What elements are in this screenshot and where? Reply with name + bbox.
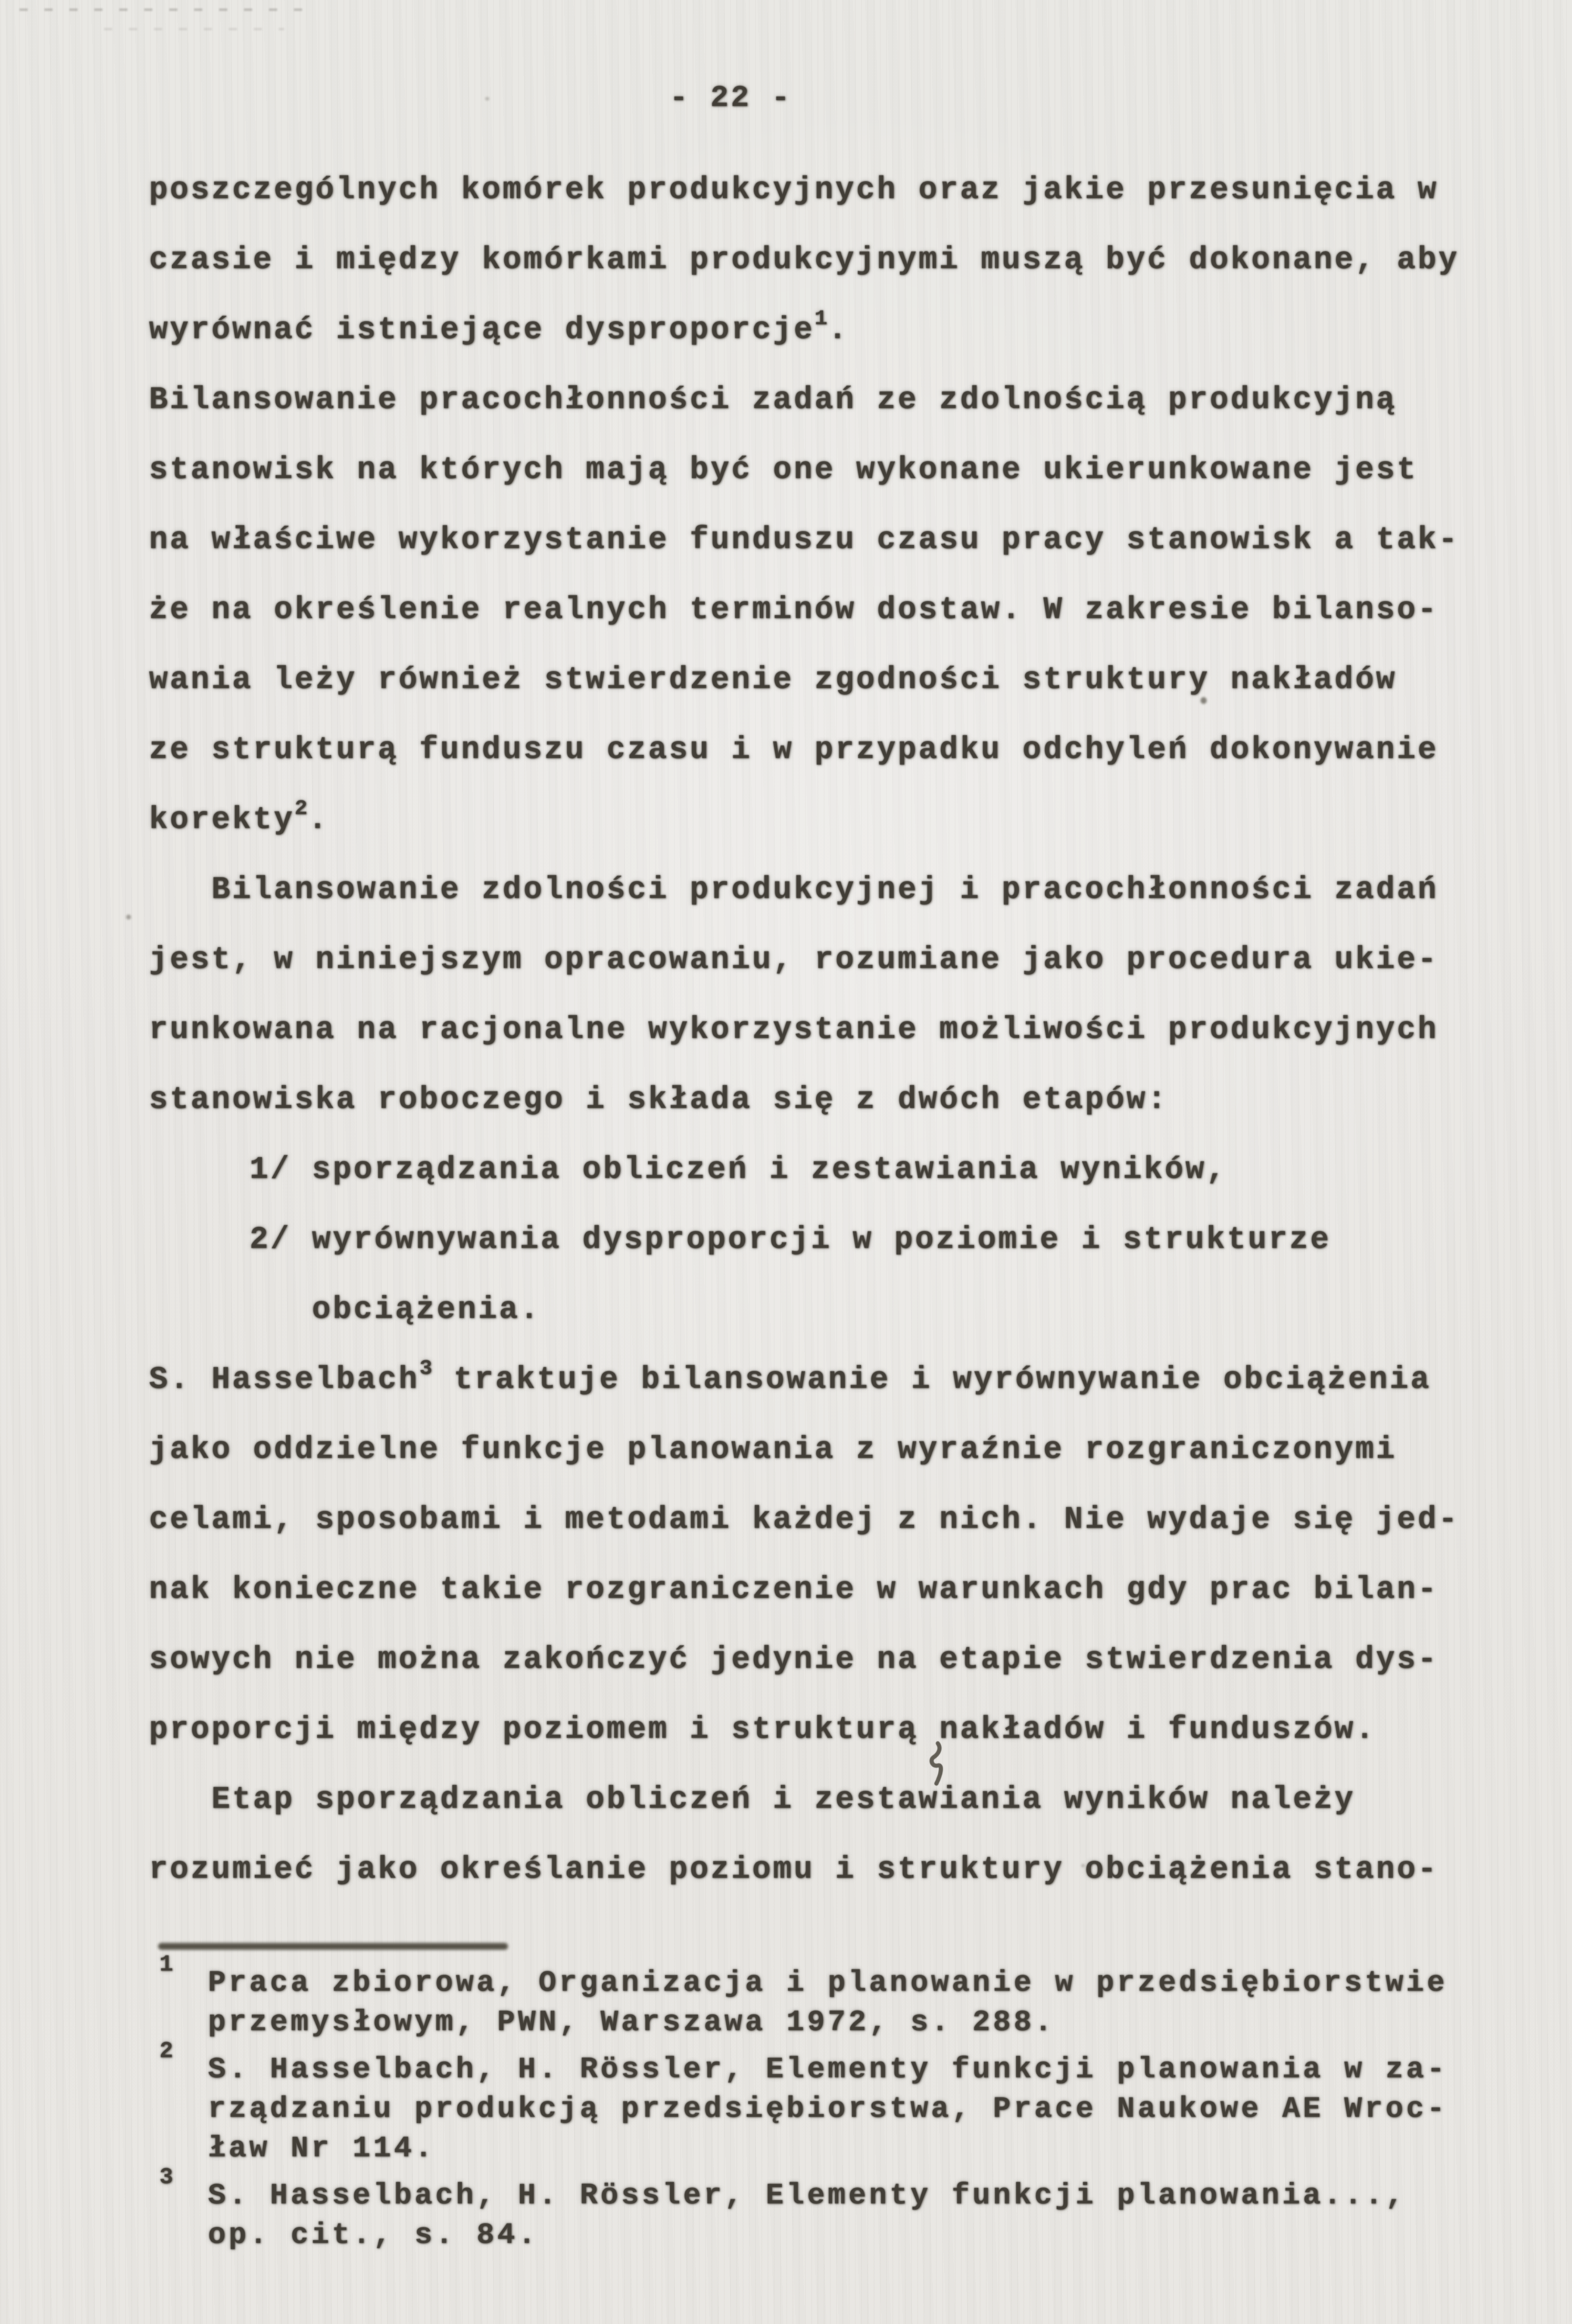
footnote-reference: 3 xyxy=(419,1357,433,1381)
body-line: Etap sporządzania obliczeń i zestawiania wyników należy xyxy=(211,1782,1356,1817)
footnote-marker: 1 xyxy=(159,1952,173,1978)
footnote xyxy=(158,2039,1489,2168)
footnote-line: przemysłowym, PWN, Warszawa 1972, s. 288. xyxy=(208,2005,1055,2039)
body-line: sowych nie można zakończyć jedynie na etapie stwierdzenia dys- xyxy=(149,1642,1439,1678)
footnote xyxy=(158,2165,1489,2255)
body-line: jako oddzielne funkcje planowania z wyraźnie rozgraniczonymi xyxy=(149,1432,1397,1468)
footnote-line: op. cit., s. 84. xyxy=(208,2218,539,2252)
body-line: ze strukturą funduszu czasu i w przypadku odchyleń dokonywanie xyxy=(149,732,1439,768)
footnote-line: S. Hasselbach, H. Rössler, Elementy funkcji planowania..., xyxy=(208,2178,1406,2212)
body-line: jest, w niniejszym opracowaniu, rozumiane jako procedura ukie- xyxy=(149,942,1439,978)
body-line: 2/ wyrównywania dysproporcji w poziomie i strukturze xyxy=(250,1222,1331,1258)
footnotes-block xyxy=(158,1952,1489,2262)
scan-artifact-dots xyxy=(104,28,284,30)
body-line: stanowisk na których mają być one wykonane ukierunkowane jest xyxy=(149,452,1418,488)
body-line: nak konieczne takie rozgraniczenie w warunkach gdy prac bilan- xyxy=(149,1572,1439,1608)
footnote-line: S. Hasselbach, H. Rössler, Elementy funkcji planowania w za- xyxy=(208,2052,1448,2086)
scan-artifact-dots xyxy=(19,8,317,11)
body-line: stanowiska roboczego i składa się z dwóch etapów: xyxy=(149,1082,1169,1118)
footnote-reference: 2 xyxy=(295,797,308,821)
body-line: Bilansowanie pracochłonności zadań ze zdolnością produkcyjną xyxy=(149,382,1397,418)
body-line: runkowana na racjonalne wykorzystanie możliwości produkcyjnych xyxy=(149,1012,1439,1048)
footnote-separator xyxy=(158,1943,508,1950)
footnote-line: rządzaniu produkcją przedsiębiorstwa, Prace Naukowe AE Wroc- xyxy=(208,2092,1448,2126)
body-line: że na określenie realnych terminów dostaw. W zakresie bilanso- xyxy=(149,592,1439,628)
body-line: 1/ sporządzania obliczeń i zestawiania wyników, xyxy=(250,1152,1228,1188)
footnote-line: Praca zbiorowa, Organizacja i planowanie w przedsiębiorstwie xyxy=(208,1966,1448,2000)
body-line: korekty$^2$. xyxy=(149,797,329,838)
body-line: obciążenia. xyxy=(312,1292,541,1328)
body-line: S. Hasselbach$^3$ traktuje bilansowanie i wyrównywanie obciążenia xyxy=(149,1357,1431,1398)
page-number-header: - 22 - xyxy=(670,81,792,116)
body-text xyxy=(149,155,1480,1905)
footnote-marker: 2 xyxy=(159,2039,173,2064)
body-line: wyrównać istniejące dysproporcje$^1$. xyxy=(149,307,849,348)
paper-speck xyxy=(485,97,489,100)
footnote-reference: 1 xyxy=(814,307,828,331)
body-line: celami, sposobami i metodami każdej z nich. Nie wydaje się jed- xyxy=(149,1502,1460,1538)
body-line: rozumieć jako określanie poziomu i struktury obciążenia stano- xyxy=(149,1852,1439,1887)
footnote xyxy=(158,1952,1489,2042)
footnote-marker: 3 xyxy=(159,2165,173,2190)
body-line: poszczególnych komórek produkcyjnych oraz jakie przesunięcia w xyxy=(149,173,1439,208)
body-line: wania leży również stwierdzenie zgodności struktury nakładów xyxy=(149,662,1397,698)
body-line: na właściwe wykorzystanie funduszu czasu pracy stanowisk a tak- xyxy=(149,522,1460,558)
handwritten-correction-mark xyxy=(917,1717,966,1793)
body-line: proporcji między poziomem i strukturą nakładów i funduszów. xyxy=(149,1712,1377,1748)
body-line: czasie i między komórkami produkcyjnymi muszą być dokonane, aby xyxy=(149,243,1460,278)
body-line: Bilansowanie zdolności produkcyjnej i pracochłonności zadań xyxy=(211,872,1439,908)
footnote-line: ław Nr 114. xyxy=(208,2131,435,2165)
paper-speck xyxy=(126,915,131,919)
